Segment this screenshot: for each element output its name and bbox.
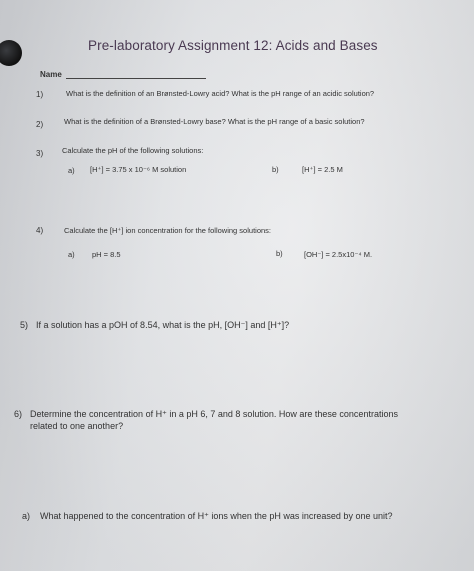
question-3b-label: b) [272,165,279,174]
question-5-number: 5) [20,320,29,330]
question-2-number: 2) [36,120,44,129]
question-6-text-line1: Determine the concentration of H⁺ in a pH 6, 7 and 8 solution. How are these concentrations [30,409,398,419]
question-6a-text: What happened to the concentration of H⁺ ions when the pH was increased by one unit? [40,511,393,521]
name-label: Name [40,70,62,79]
name-blank-line [66,78,206,79]
question-4a-label: a) [68,250,75,259]
question-1-number: 1) [36,90,44,99]
question-6-text-line2: related to one another? [30,421,124,431]
question-2-text: What is the definition of a Brønsted-Lowry base? What is the pH range of a basic solution? [64,117,365,126]
question-4-number: 4) [36,226,44,235]
binder-hole [0,40,22,66]
question-5-text: If a solution has a pOH of 8.54, what is the pH, [OH⁻] and [H⁺]? [36,320,290,330]
question-4b-text: [OH⁻] = 2.5x10⁻⁴ M. [304,250,373,259]
question-1-text: What is the definition of an Brønsted-Lowry acid? What is the pH range of an acidic solution? [66,89,375,98]
question-4-text: Calculate the [H⁺] ion concentration for the following solutions: [64,226,271,235]
question-4a-text: pH = 8.5 [92,250,121,259]
question-6a-label: a) [22,511,31,521]
question-3b-text: [H⁺] = 2.5 M [302,165,343,174]
question-3-number: 3) [36,149,44,158]
question-4b-label: b) [276,249,283,258]
page-title: Pre-laboratory Assignment 12: Acids and Bases [88,38,378,53]
question-3-text: Calculate the pH of the following solutions: [62,146,204,155]
question-6-number: 6) [14,409,23,419]
question-3a-text: [H⁺] = 3.75 x 10⁻⁶ M solution [90,165,187,174]
question-3a-label: a) [68,166,75,175]
